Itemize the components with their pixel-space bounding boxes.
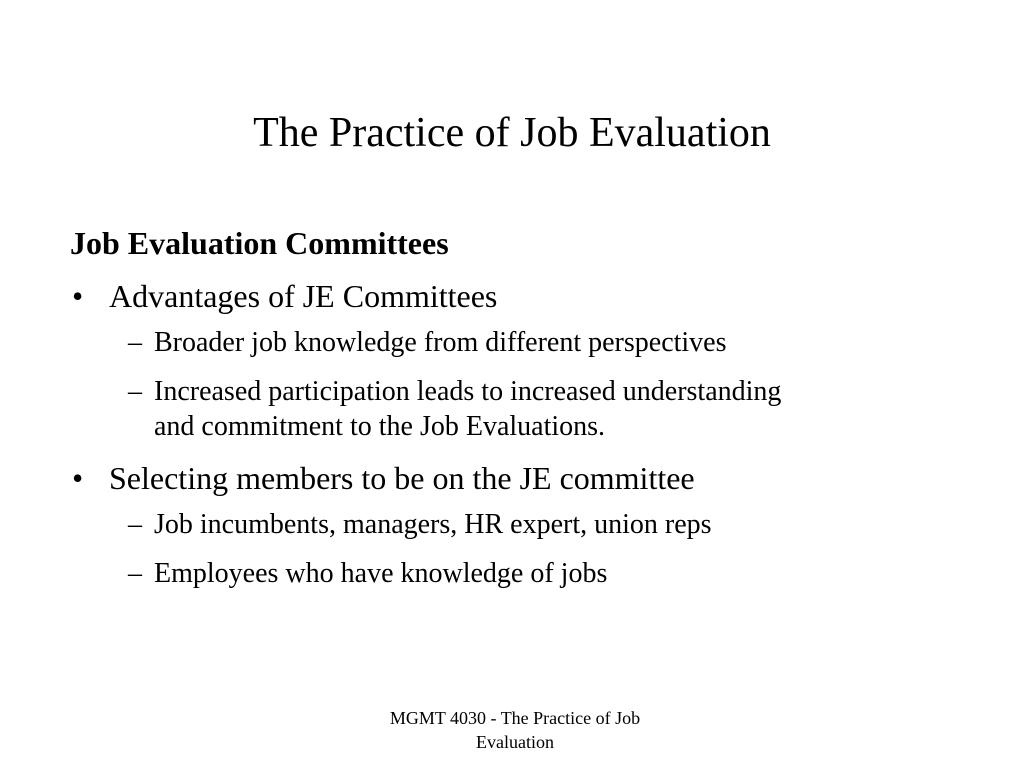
slide-title: The Practice of Job Evaluation — [253, 110, 771, 156]
slide-footer — [360, 706, 670, 754]
footer-line-1: MGMT 4030 - The Practice of Job — [389, 708, 641, 728]
sub-bullet-text-line-2: and commitment to the Job Evaluations. — [154, 411, 606, 442]
bullet-item — [70, 276, 970, 316]
sub-bullet-text: Broader job knowledge from different perspectives — [154, 327, 727, 358]
sub-bullet-text: Employees who have knowledge of jobs — [154, 558, 608, 589]
bullet-item — [70, 458, 970, 498]
sub-bullet-marker: – — [128, 327, 142, 358]
bullet-marker: • — [72, 460, 84, 496]
bullet-marker: • — [72, 278, 84, 314]
bullet-text: Advantages of JE Committees — [109, 278, 498, 314]
footer-line-2: Evaluation — [476, 732, 554, 752]
bullet-text: Selecting members to be on the JE committee — [109, 460, 695, 496]
sub-bullet-item — [70, 507, 970, 542]
bullet-group-advantages — [70, 276, 970, 444]
sub-bullet-marker: – — [128, 509, 142, 540]
bullet-group-selecting — [70, 458, 970, 591]
sub-bullet-item — [70, 325, 970, 360]
sub-bullet-item — [70, 556, 970, 591]
section-heading: Job Evaluation Committees — [70, 225, 449, 261]
sub-bullet-marker: – — [128, 558, 142, 589]
slide-body — [70, 222, 970, 605]
sub-bullet-text: Job incumbents, managers, HR expert, union reps — [154, 509, 712, 540]
sub-bullet-text-line-1: Increased participation leads to increased understanding — [154, 376, 782, 407]
sub-bullet-item — [70, 374, 970, 444]
sub-bullet-marker: – — [128, 376, 142, 407]
